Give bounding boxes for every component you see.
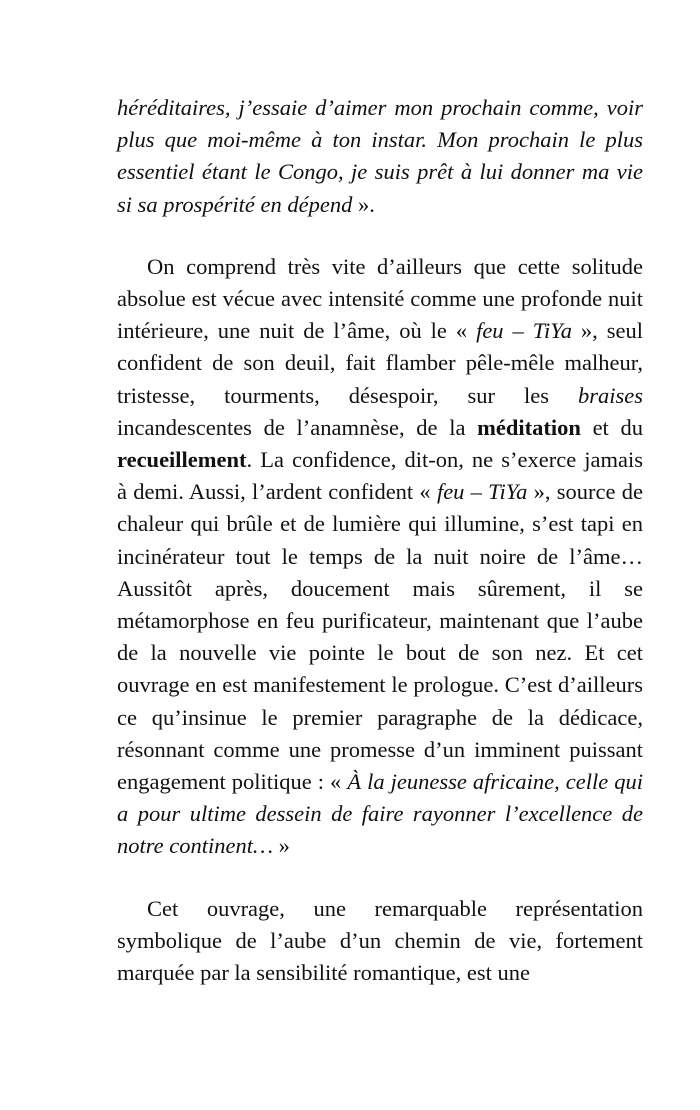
- text-run: »: [273, 833, 290, 859]
- text-run: », source de chaleur qui brûle et de lumière qui illumine, s’est tapi en incinérateur tout le temps de la nuit noire de l’âme… Aussitôt après, doucement mais sûrement, il se métamorphose en feu purificateur, maintenant que l’aube de la nouvelle vie pointe le bout de son nez. Et cet ouvrage en est manifestement le prologue. C’est d’ailleurs ce qu’insinue le premier paragraphe de la dédicace, résonnant comme une promesse d’un imminent puissant engagement politique : «: [117, 479, 643, 795]
- document-page: [117, 92, 643, 989]
- text-run: . La confidence, dit-on, ne s’exerce jamais à demi. Aussi, l’ardent confident «: [117, 447, 643, 505]
- text-run: incandescentes de l’anamnèse, de la: [117, 414, 478, 440]
- bold-term-recueillement: recueillement: [117, 447, 247, 473]
- italic-term-braises: braises: [577, 382, 643, 408]
- text-run: et du: [580, 414, 643, 440]
- text-run: », seul confident de son deuil, fait flamber pêle-mêle malheur, tristesse, tourments, désespoir, sur les: [117, 318, 643, 408]
- bold-term-meditation: méditation: [477, 414, 581, 440]
- italic-term-feu-tiya: feu – TiYa: [436, 479, 528, 505]
- closing-quote-mark: ».: [352, 191, 375, 217]
- paragraph-main: [117, 251, 643, 863]
- paragraph-final: [117, 893, 643, 990]
- italic-quote-text: héréditaires, j’essaie d’aimer mon prochain comme, voir plus que moi-même à ton instar. Mon prochain le plus essentiel étant le Congo, je suis prêt à lui donner ma vie si sa prospérité en dépend: [117, 95, 643, 217]
- italic-dedication-quote: À la jeunesse africaine, celle qui a pour ultime dessein de faire rayonner l’excellence de notre continent…: [117, 769, 643, 859]
- text-run: Cet ouvrage, une remarquable représentation symbolique de l’aube d’un chemin de vie, fortement marquée par la sensibilité romantique, est une: [117, 895, 643, 986]
- text-run: On comprend très vite d’ailleurs que cette solitude absolue est vécue avec intensité comme une profonde nuit intérieure, une nuit de l’âme, où le «: [117, 253, 643, 344]
- italic-term-feu-tiya: feu – TiYa: [476, 318, 572, 344]
- paragraph-quote-end: [117, 92, 643, 221]
